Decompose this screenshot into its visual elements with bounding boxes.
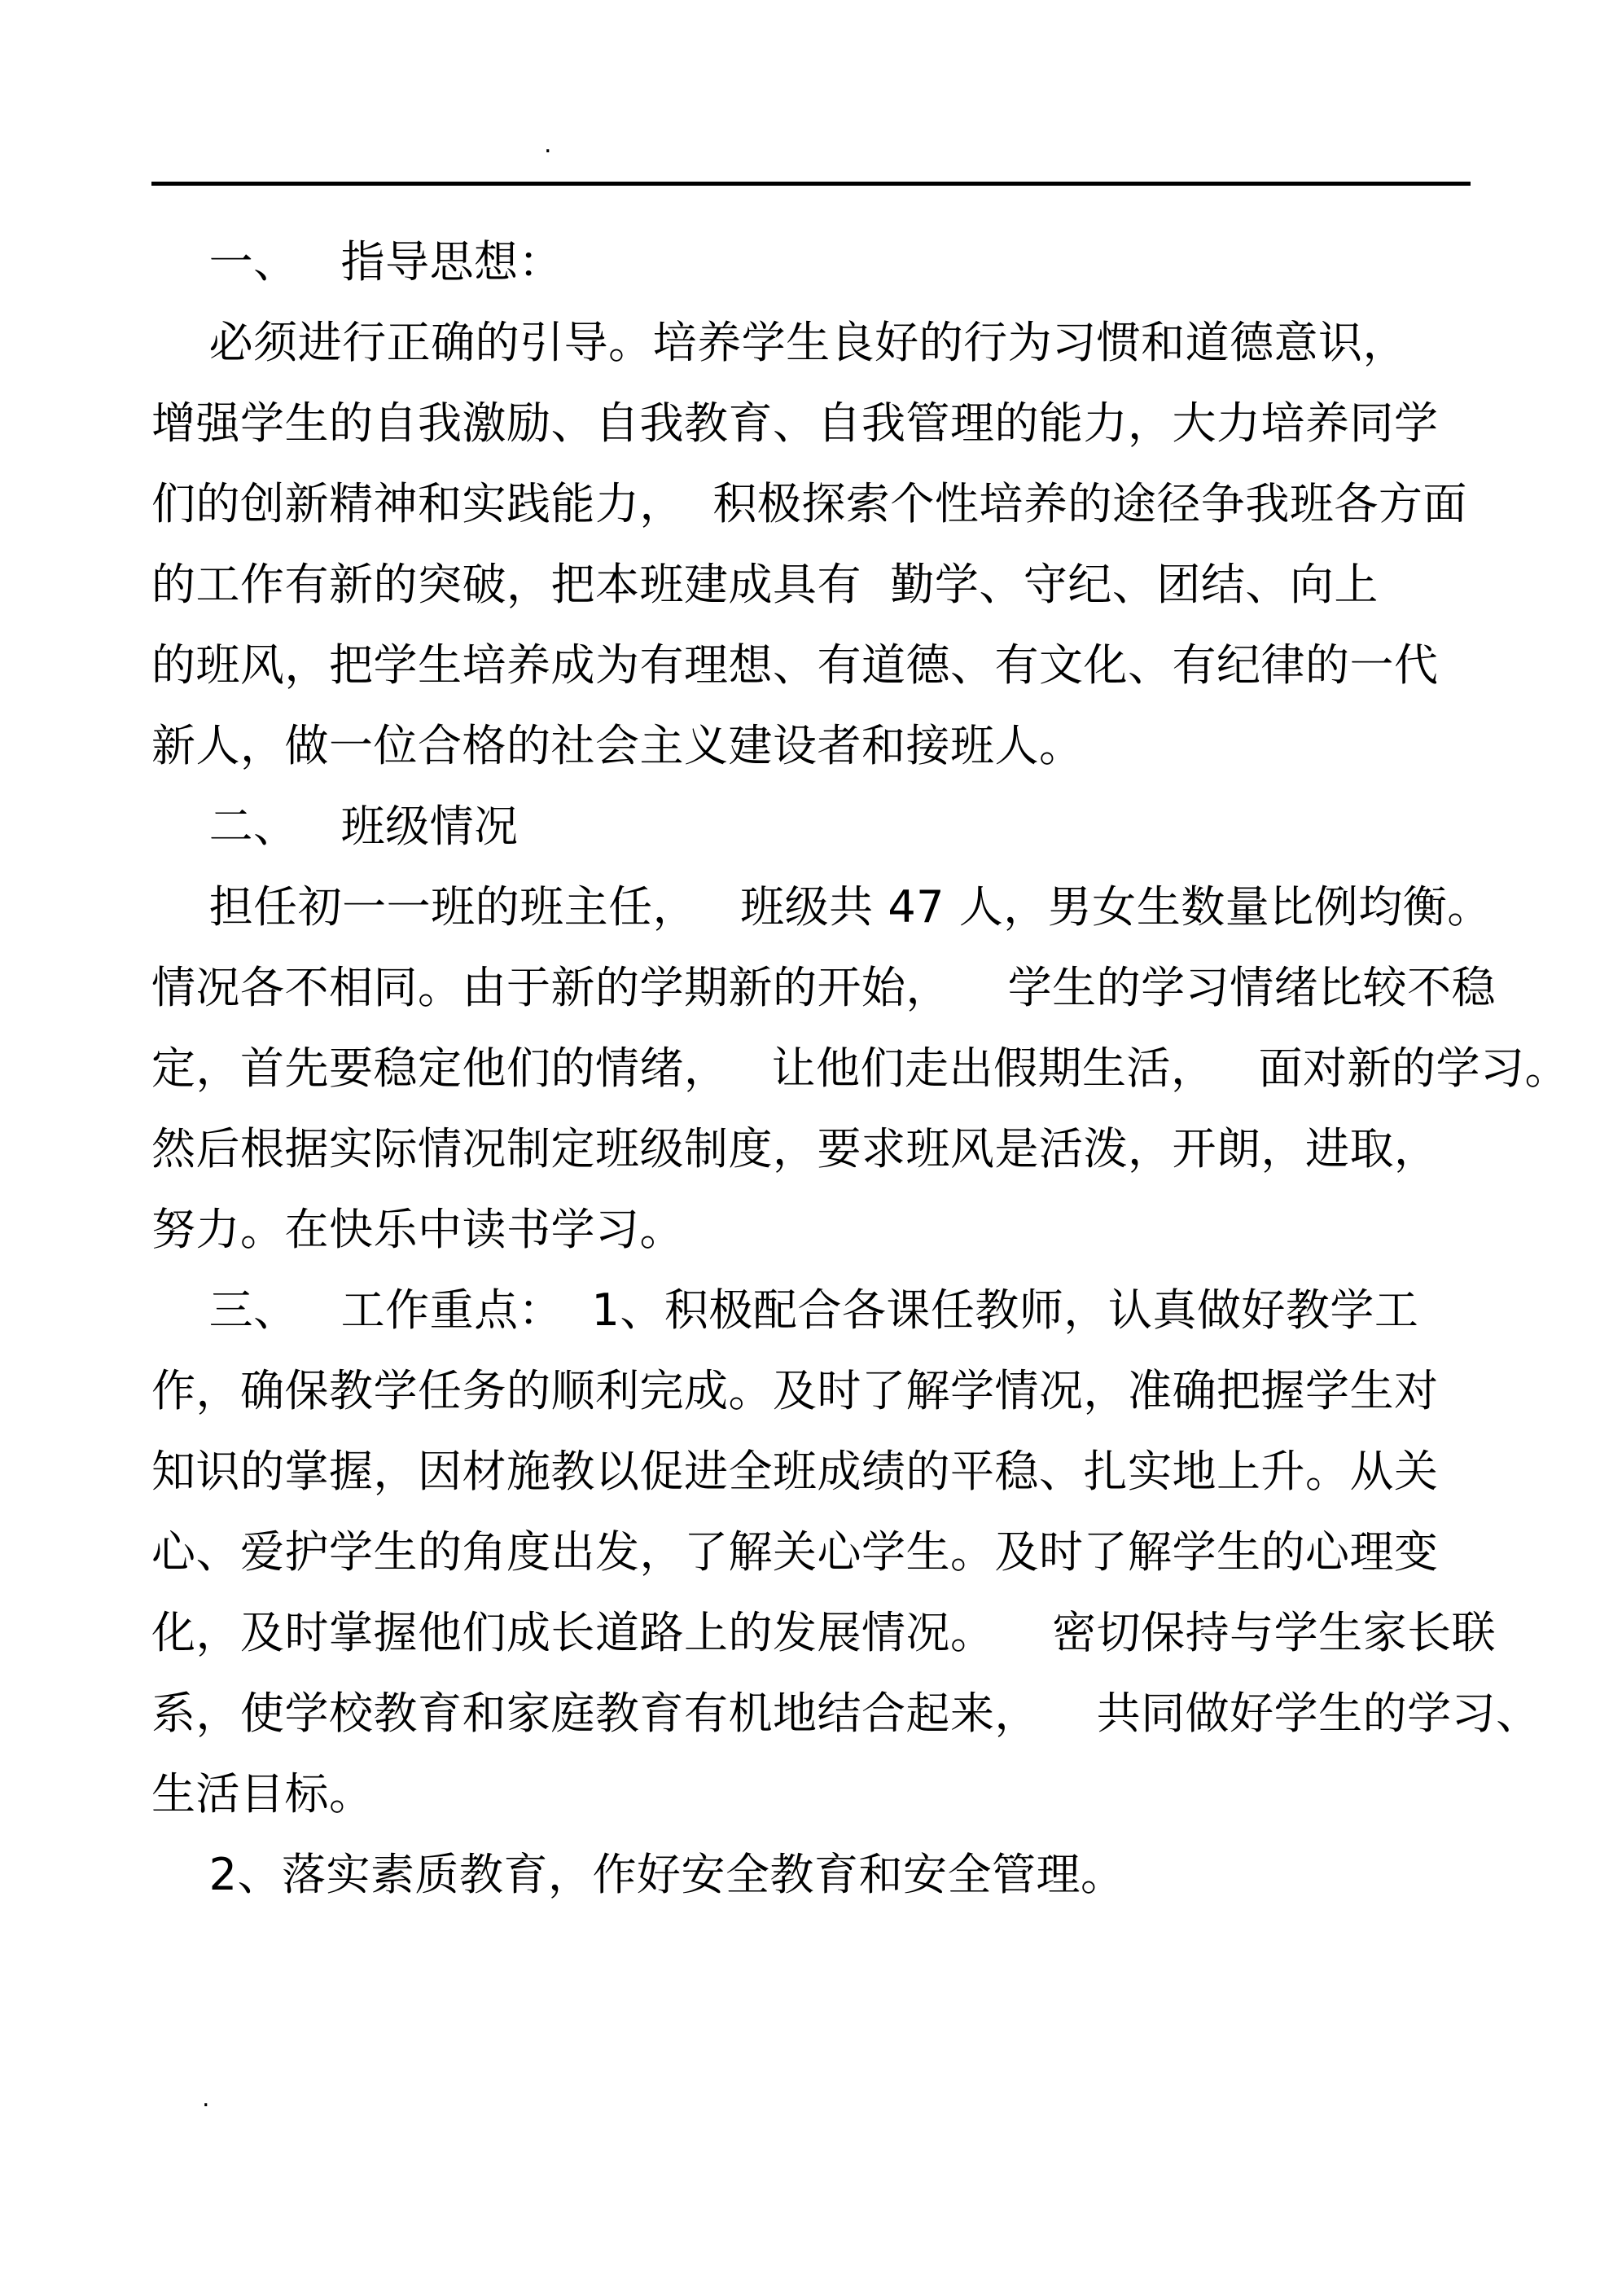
text-line: 担任初一一班的班主任， 班级共 47 人，男女生数量比例均衡。 [151, 881, 1492, 933]
text-line: 情况各不相同。由于新的学期新的开始， 学生的学习情绪比较不稳 [151, 962, 1497, 1013]
text-line: 定，首先要稳定他们的情绪， 让他们走出假期生活， 面对新的学习。 [151, 1043, 1569, 1094]
text-line: 新人，做一位合格的社会主义建设者和接班人。 [151, 720, 1084, 771]
text-line: 三、 工作重点： 1、积极配合各课任教师，认真做好教学工 [151, 1284, 1419, 1336]
text-line: 然后根据实际情况制定班级制度，要求班风是活泼，开朗，进取， [151, 1123, 1439, 1174]
text-line: 努力。在快乐中读书学习。 [151, 1204, 684, 1255]
text-line: 的班风，把学生培养成为有理想、有道德、有文化、有纪律的一代 [151, 639, 1439, 691]
text-line: 一、 指导思想： [151, 236, 563, 288]
text-line: 必须进行正确的引导。培养学生良好的行为习惯和道德意识， [151, 317, 1408, 368]
text-line: 们的创新精神和实践能力， 积极探索个性培养的途径争我班各方面 [151, 478, 1467, 529]
text-line: 生活目标。 [151, 1768, 374, 1820]
text-line: 作，确保教学任务的顺利完成。及时了解学情况，准确把握学生对 [151, 1365, 1439, 1416]
header-dot-mark: . [544, 130, 552, 159]
text-line: 系，使学校教育和家庭教育有机地结合起来， 共同做好学生的学习、 [151, 1688, 1541, 1739]
text-line: 心、爱护学生的角度出发，了解关心学生。及时了解学生的心理变 [151, 1526, 1439, 1578]
text-line: 二、 班级情况 [151, 801, 519, 852]
text-line: 的工作有新的突破，把本班建成具有 勤学、守纪、团结、向上 [151, 559, 1379, 610]
document-body [151, 222, 1569, 1915]
header-horizontal-rule [151, 182, 1471, 186]
text-line: 知识的掌握，因材施教以促进全班成绩的平稳、扎实地上升。从关 [151, 1446, 1439, 1497]
text-line: 化，及时掌握他们成长道路上的发展情况。 密切保持与学生家长联 [151, 1607, 1497, 1658]
text-line: 2、落实素质教育，作好安全教育和安全管理。 [151, 1849, 1125, 1900]
text-line: 增强学生的自我激励、自我教育、自我管理的能力，大力培养同学 [151, 397, 1439, 449]
footer-dot-mark: . [202, 2084, 210, 2113]
